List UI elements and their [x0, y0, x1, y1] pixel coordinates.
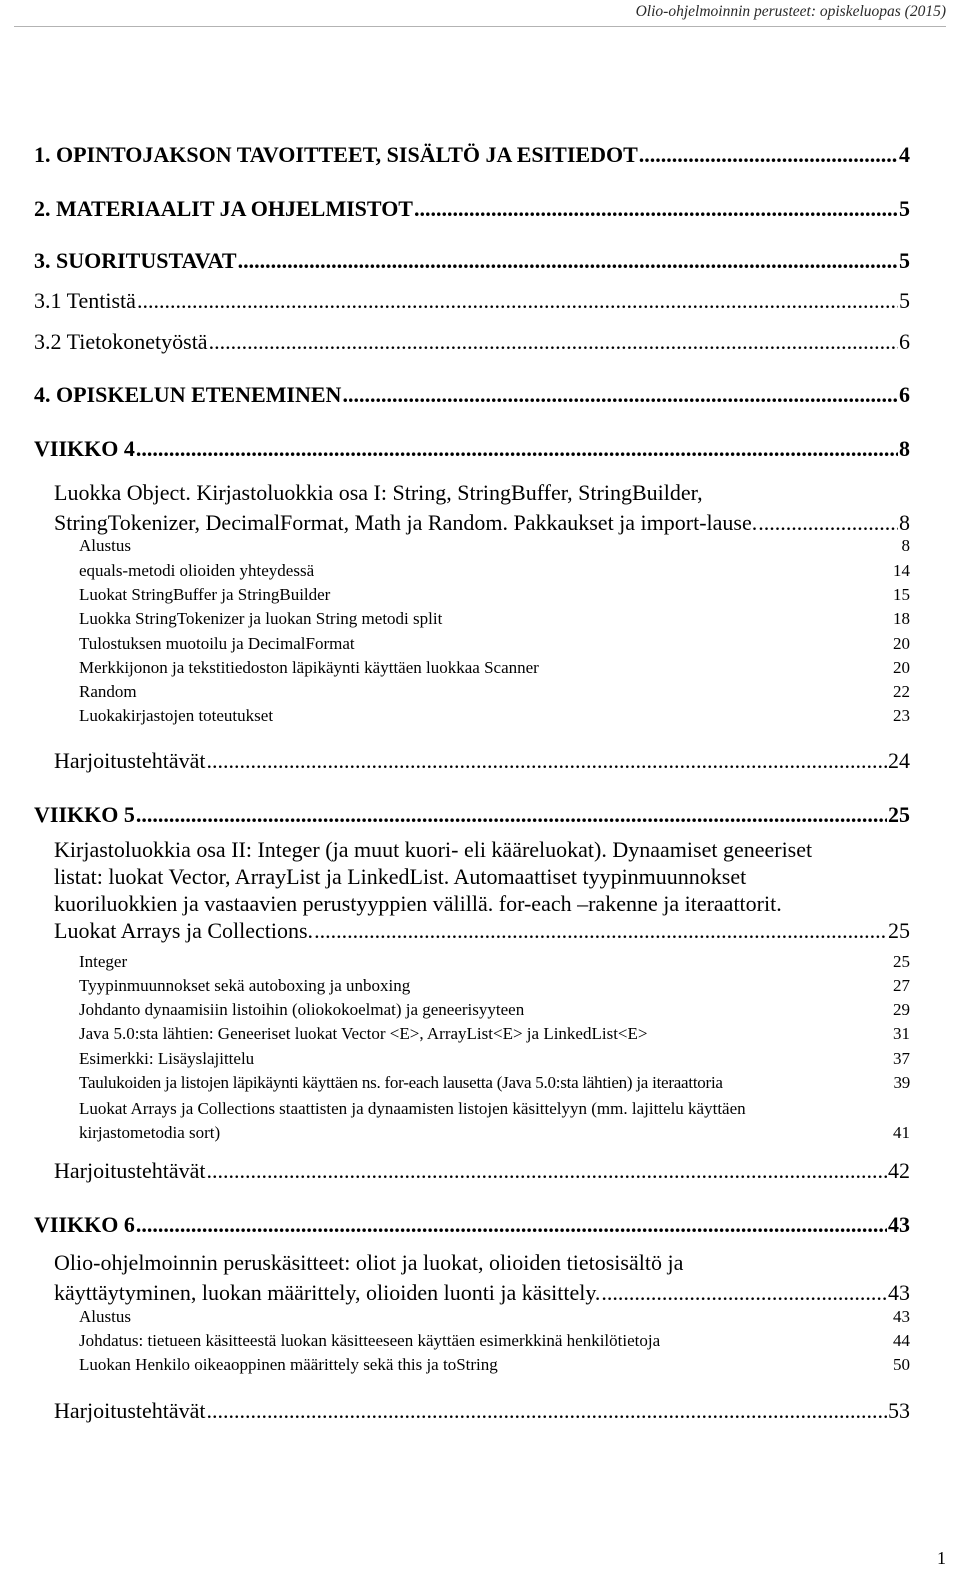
toc-entry-week-4[interactable]: [34, 436, 910, 462]
toc-entry-page: 43: [888, 1280, 910, 1305]
toc-entry-page: 20: [893, 634, 910, 653]
toc-entry-week-4-topic[interactable]: [54, 478, 910, 538]
toc-subentry[interactable]: [79, 952, 910, 972]
toc-subentry[interactable]: [79, 1073, 910, 1093]
toc-entry-page: 5: [899, 196, 910, 221]
toc-entry-title: Luokka StringTokenizer ja luokan String metodi split: [79, 609, 443, 628]
toc-entry-title-line: Luokka Object. Kirjastoluokkia osa I: String, StringBuffer, StringBuilder,: [54, 480, 703, 505]
dot-leader: [207, 1398, 887, 1424]
toc-entry-exercises-week-5[interactable]: [54, 1158, 910, 1184]
toc-entry-page: 25: [893, 952, 910, 971]
toc-entry-title: Taulukoiden ja listojen läpikäynti käyttäen ns. for-each lausetta (Java 5.0:sta lähtien) ja iteraattoria: [79, 1073, 723, 1092]
toc-entry-title: Tyypinmuunnokset sekä autoboxing ja unboxing: [79, 976, 411, 995]
toc-entry-page: 50: [893, 1355, 910, 1374]
toc-entry-title: Tulostuksen muotoilu ja DecimalFormat: [79, 634, 355, 653]
toc-entry-page: 43: [893, 1307, 910, 1326]
toc-subentry[interactable]: [79, 1024, 910, 1044]
toc-entry-week-5[interactable]: [34, 802, 910, 828]
toc-subentry[interactable]: [79, 609, 910, 629]
toc-entry-page: 53: [888, 1398, 910, 1423]
toc-entry-title: 2. MATERIAALIT JA OHJELMISTOT: [34, 196, 413, 221]
toc-entry-title: Integer: [79, 952, 128, 971]
toc-subentry[interactable]: [79, 1000, 910, 1020]
toc-entry-title: Alustus: [79, 536, 131, 555]
toc-entry-title: 1. OPINTOJAKSON TAVOITTEET, SISÄLTÖ JA ESITIEDOT: [34, 142, 638, 167]
toc-entry-page: 27: [893, 976, 910, 995]
toc-entry-title: VIIKKO 6: [34, 1212, 135, 1237]
toc-subentry[interactable]: [79, 682, 910, 702]
dot-leader: [314, 917, 887, 944]
dot-leader: [137, 288, 898, 314]
toc-entry-page: 43: [888, 1212, 910, 1237]
toc-entry-page: 41: [893, 1123, 910, 1142]
toc-subentry[interactable]: [79, 1331, 910, 1351]
running-header: Olio-ohjelmoinnin perusteet: opiskeluopas (2015): [635, 3, 946, 20]
toc-entry-title: VIIKKO 4: [34, 436, 135, 461]
toc-subentry[interactable]: [79, 1355, 910, 1375]
toc-entry-section-3-1[interactable]: [34, 288, 910, 314]
toc-entry-title: Luokan Henkilo oikeaoppinen määrittely sekä this ja toString: [79, 1355, 498, 1374]
toc-entry-chapter-3[interactable]: [34, 248, 910, 274]
dot-leader: [758, 508, 898, 538]
toc-subentry[interactable]: [79, 976, 910, 996]
toc-entry-page: 37: [893, 1049, 910, 1068]
dot-leader: [207, 748, 887, 774]
toc-entry-page: 18: [893, 609, 910, 628]
dot-leader: [209, 329, 898, 355]
toc-entry-title: Johdatus: tietueen käsitteestä luokan käsitteeseen käyttäen esimerkkinä henkilötietoja: [79, 1331, 661, 1350]
toc-entry-title-line: Luokat Arrays ja Collections.: [54, 918, 314, 943]
dot-leader: [136, 1212, 887, 1238]
toc-entry-chapter-2[interactable]: [34, 196, 910, 222]
toc-entry-page: 5: [899, 248, 910, 273]
toc-entry-page: 24: [888, 748, 910, 773]
dot-leader: [414, 196, 898, 222]
page-number: 1: [937, 1548, 946, 1568]
toc-entry-title: Random: [79, 682, 137, 701]
toc-entry-title: equals-metodi olioiden yhteydessä: [79, 561, 315, 580]
toc-entry-title-line: StringTokenizer, DecimalFormat, Math ja Random. Pakkaukset ja import-lause.: [54, 510, 758, 535]
toc-entry-page: 8: [901, 536, 910, 555]
toc-entry-title: Merkkijonon ja tekstitiedoston läpikäynti käyttäen luokkaa Scanner: [79, 658, 539, 677]
toc-entry-title: Harjoitustehtävät: [54, 1158, 206, 1183]
toc-entry-title: Johdanto dynaamisiin listoihin (oliokokoelmat) ja geneerisyyteen: [79, 1000, 525, 1019]
toc-entry-title: 3.2 Tietokonetyöstä: [34, 329, 208, 354]
toc-entry-title: Luokat StringBuffer ja StringBuilder: [79, 585, 331, 604]
toc-entry-page: 6: [899, 329, 910, 354]
toc-entry-week-6[interactable]: [34, 1212, 910, 1238]
toc-entry-page: 25: [888, 918, 910, 943]
toc-subentry[interactable]: [79, 706, 910, 726]
toc-entry-title: Harjoitustehtävät: [54, 1398, 206, 1423]
toc-entry-title: Java 5.0:sta lähtien: Geneeriset luokat Vector <E>, ArrayList<E> ja LinkedList<E>: [79, 1024, 648, 1043]
toc-entry-exercises-week-4[interactable]: [54, 748, 910, 774]
toc-entry-page: 22: [893, 682, 910, 701]
toc-entry-title: Luokakirjastojen toteutukset: [79, 706, 274, 725]
toc-subentry[interactable]: [79, 585, 910, 605]
toc-entry-page: 15: [893, 585, 910, 604]
toc-entry-title: Harjoitustehtävät: [54, 748, 206, 773]
toc-subentry[interactable]: [79, 658, 910, 678]
dot-leader: [136, 436, 898, 462]
toc-subentry[interactable]: [79, 634, 910, 654]
toc-entry-page: 39: [893, 1073, 910, 1092]
toc-entry-page: 4: [899, 142, 910, 167]
dot-leader: [601, 1278, 887, 1308]
toc-entry-page: 31: [893, 1024, 910, 1043]
toc-subentry[interactable]: [79, 1307, 910, 1327]
toc-entry-page: 42: [888, 1158, 910, 1183]
toc-subentry[interactable]: [79, 536, 910, 556]
toc-entry-title: 3.1 Tentistä: [34, 288, 136, 313]
toc-entry-title: 3. SUORITUSTAVAT: [34, 248, 237, 273]
toc-subentry[interactable]: [79, 561, 910, 581]
toc-entry-title: VIIKKO 5: [34, 802, 135, 827]
dot-leader: [639, 142, 898, 168]
toc-entry-title-line: listat: luokat Vector, ArrayList ja LinkedList. Automaattiset tyypinmuunnokset: [54, 864, 747, 889]
toc-entry-page: 29: [893, 1000, 910, 1019]
toc-entry-page: 6: [899, 382, 910, 407]
toc-entry-chapter-4[interactable]: [34, 382, 910, 408]
toc-entry-title-line: kuoriluokkien ja vastaavien perustyyppien välillä. for-each –rakenne ja iteraattorit.: [54, 891, 782, 916]
toc-entry-chapter-1[interactable]: [34, 142, 910, 168]
toc-entry-title-line: käyttäytyminen, luokan määrittely, olioiden luonti ja käsittely.: [54, 1280, 601, 1305]
toc-entry-week-6-topic[interactable]: [54, 1248, 910, 1308]
dot-leader: [238, 248, 898, 274]
toc-entry-title-line: kirjastometodia sort): [79, 1123, 221, 1142]
toc-entry-title-line: Olio-ohjelmoinnin peruskäsitteet: oliot ja luokat, olioiden tietosisältö ja: [54, 1250, 684, 1275]
dot-leader: [136, 802, 887, 828]
toc-entry-title-line: Luokat Arrays ja Collections staattisten ja dynaamisten listojen käsittelyyn (mm. lajittelu käyttäen: [79, 1099, 746, 1118]
toc-entry-page: 20: [893, 658, 910, 677]
toc-entry-page: 8: [899, 436, 910, 461]
toc-entry-week-5-topic[interactable]: [54, 836, 910, 944]
toc-entry-title-line: Kirjastoluokkia osa II: Integer (ja muut kuori- eli kääreluokat). Dynaamiset geneeriset: [54, 837, 813, 862]
toc-entry-title: 4. OPISKELUN ETENEMINEN: [34, 382, 342, 407]
toc-entry-section-3-2[interactable]: [34, 329, 910, 355]
toc-entry-exercises-week-6[interactable]: [54, 1398, 910, 1424]
toc-entry-page: 5: [899, 288, 910, 313]
toc-entry-page: 23: [893, 706, 910, 725]
toc-entry-page: 8: [899, 510, 910, 535]
dot-leader: [207, 1158, 887, 1184]
toc-entry-page: 25: [888, 802, 910, 827]
toc-subentry[interactable]: [79, 1097, 910, 1145]
toc-entry-title: Esimerkki: Lisäyslajittelu: [79, 1049, 255, 1068]
toc-subentry[interactable]: [79, 1049, 910, 1069]
toc-entry-page: 44: [893, 1331, 910, 1350]
toc-entry-page: 14: [893, 561, 910, 580]
dot-leader: [342, 382, 898, 408]
toc-entry-title: Alustus: [79, 1307, 131, 1326]
